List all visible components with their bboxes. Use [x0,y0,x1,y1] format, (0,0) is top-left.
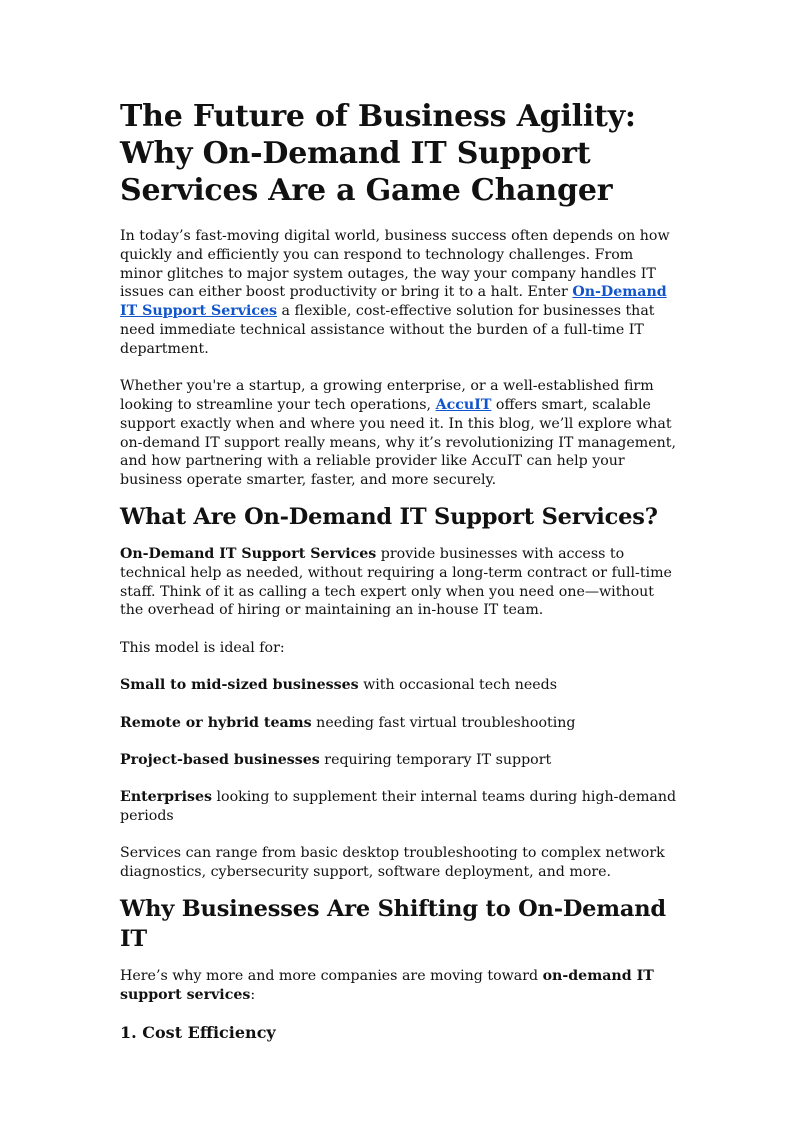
item-3-bold: Project-based businesses [120,751,320,768]
item-2-bold: Remote or hybrid teams [120,714,312,731]
item-1-bold: Small to mid-sized businesses [120,677,359,694]
intro-p1-text-before: In today’s fast-moving digital world, business success often depends on how quickly and efficiently you can respond to technology challenges. From minor glitches to major system outages, the way your company handles IT issues can either boost productivity or bring it to a halt. Enter [120,228,670,301]
subheading-cost-efficiency: 1. Cost Efficiency [120,1023,276,1043]
section1-paragraph-1 [120,545,680,620]
section1-paragraph-2: This model is ideal for: [120,639,285,656]
document-title: The Future of Business Agility: Why On-Demand IT Support Services Are a Game Changer [120,99,636,208]
intro-p2-text-after: offers smart, scalable support exactly when and where you need it. In this blog, we’ll explore what on-demand IT support really means, why it’s revolutionizing IT management, and how partnering with a reliable provider like AccuIT can help your business operate smarter, faster, and more securely. [120,396,676,489]
section1-p1-rest: provide businesses with access to technical help as needed, without requiring a long-term contract or full-time staff. Think of it as calling a tech expert only when you need one—without the overhead of hiring or maintaining an in-house IT team. [120,545,672,619]
item-4-rest: looking to supplement their internal teams during high-demand periods [120,789,677,825]
section1-p1-bold: On-Demand IT Support Services [120,545,377,562]
intro-paragraph-2 [120,377,680,490]
item-4-bold: Enterprises [120,789,212,806]
item-3-rest: requiring temporary IT support [319,751,552,768]
section2-p1-before: Here’s why more and more companies are moving toward [120,968,543,985]
section2-p1-after: : [250,986,256,1003]
section-heading-what-are: What Are On-Demand IT Support Services? [120,503,658,530]
on-demand-it-support-link[interactable]: On-Demand IT Support Services [120,284,667,320]
intro-p2-text-before: Whether you're a startup, a growing enterprise, or a well-established firm looking to streamline your tech operations, [120,378,654,413]
ideal-for-item-3 [120,751,680,770]
ideal-for-item-4 [120,788,680,826]
section-heading-why-shifting: Why Businesses Are Shifting to On-Demand IT [120,896,666,953]
document-page [120,98,680,1043]
item-2-rest: needing fast virtual troubleshooting [311,714,576,731]
section1-paragraph-3: Services can range from basic desktop troubleshooting to complex network diagnostics, cybersecurity support, software deployment, and more. [120,845,665,881]
intro-p1-text-after: a flexible, cost-effective solution for businesses that need immediate technical assistance without the burden of a full-time IT department. [120,303,655,357]
section2-p1-bold: on-demand IT support services [120,968,654,1003]
intro-paragraph-1 [120,227,680,359]
item-1-rest: with occasional tech needs [358,677,558,694]
ideal-for-item-1 [120,676,680,695]
accuit-link[interactable]: AccuIT [435,396,492,413]
section2-paragraph-1 [120,967,680,1005]
ideal-for-item-2 [120,714,680,733]
